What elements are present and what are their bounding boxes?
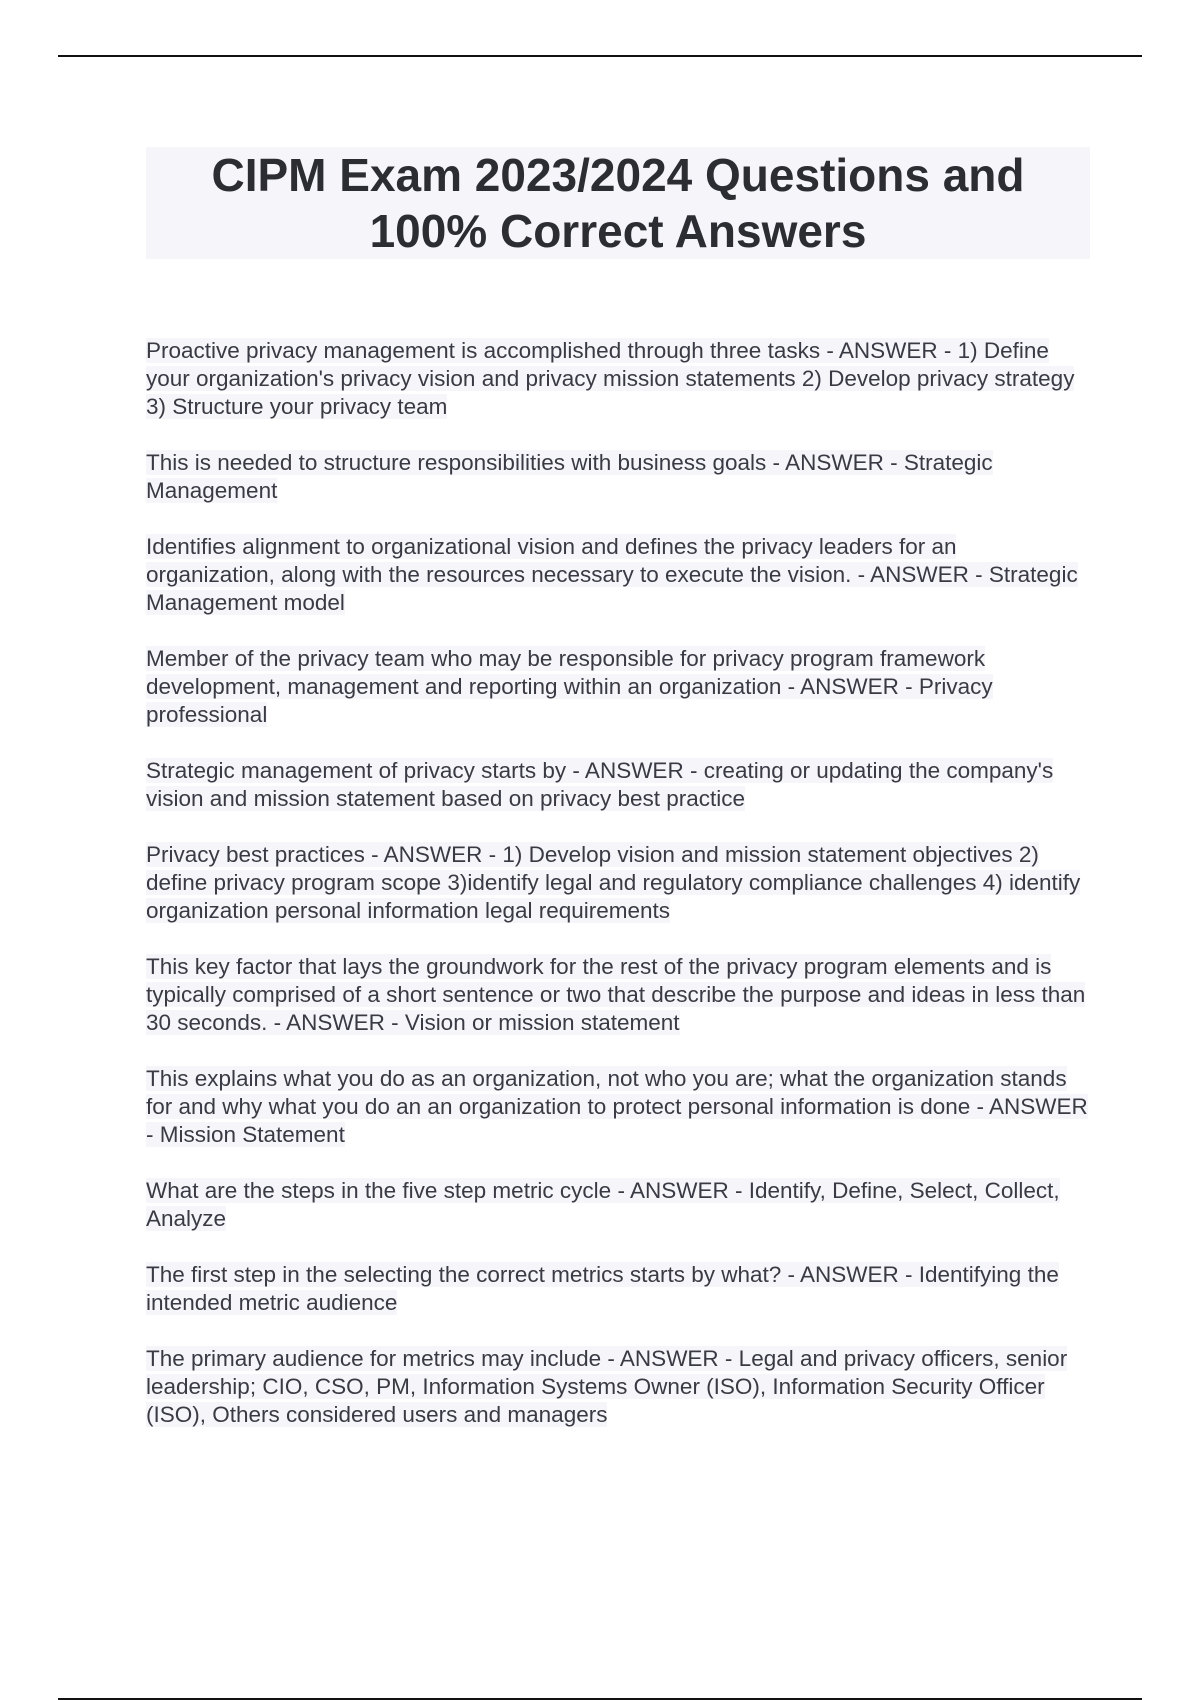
- qa-item-text: Privacy best practices - ANSWER - 1) Develop vision and mission statement objectives 2) define privacy program scope 3)identify legal and regulatory compliance challenges 4) identify organization personal information legal requirements: [146, 842, 1081, 923]
- qa-list: [146, 337, 1090, 1457]
- qa-item-text: The first step in the selecting the correct metrics starts by what? - ANSWER - Identifying the intended metric audience: [146, 1262, 1059, 1315]
- qa-item-text: Strategic management of privacy starts by - ANSWER - creating or updating the company's vision and mission statement based on privacy best practice: [146, 758, 1054, 811]
- qa-item: [146, 645, 1090, 729]
- qa-item-text: The primary audience for metrics may include - ANSWER - Legal and privacy officers, senior leadership; CIO, CSO, PM, Information Systems Owner (ISO), Information Security Officer (ISO), Others considered users and managers: [146, 1346, 1068, 1427]
- qa-item-text: Proactive privacy management is accomplished through three tasks - ANSWER - 1) Define your organization's privacy vision and privacy mission statements 2) Develop privacy strategy 3) Structure your privacy team: [146, 338, 1075, 419]
- qa-item: [146, 841, 1090, 925]
- qa-item: [146, 1345, 1090, 1429]
- qa-item: [146, 533, 1090, 617]
- qa-item: [146, 1177, 1090, 1233]
- qa-item-text: This is needed to structure responsibilities with business goals - ANSWER - Strategic Management: [146, 450, 993, 503]
- top-rule: [58, 55, 1142, 57]
- qa-item: [146, 1261, 1090, 1317]
- qa-item: [146, 757, 1090, 813]
- document-title-line-2: 100% Correct Answers: [369, 205, 867, 257]
- document-title-line-1: CIPM Exam 2023/2024 Questions and: [211, 149, 1025, 201]
- qa-item-text: What are the steps in the five step metric cycle - ANSWER - Identify, Define, Select, Collect, Analyze: [146, 1178, 1060, 1231]
- qa-item: [146, 449, 1090, 505]
- qa-item: [146, 953, 1090, 1037]
- qa-item-text: This explains what you do as an organization, not who you are; what the organization stands for and why what you do an an organization to protect personal information is done - ANSWER - Mission Statement: [146, 1066, 1088, 1147]
- qa-item-text: Identifies alignment to organizational vision and defines the privacy leaders for an organization, along with the resources necessary to execute the vision. - ANSWER - Strategic Management model: [146, 534, 1078, 615]
- qa-item-text: Member of the privacy team who may be responsible for privacy program framework development, management and reporting within an organization - ANSWER - Privacy professional: [146, 646, 993, 727]
- qa-item: [146, 337, 1090, 421]
- document-title: [146, 147, 1090, 259]
- title-block: [146, 147, 1090, 259]
- qa-item-text: This key factor that lays the groundwork for the rest of the privacy program elements and is typically comprised of a short sentence or two that describe the purpose and ideas in less than 30 seconds. - ANSWER - Vision or mission statement: [146, 954, 1086, 1035]
- qa-item: [146, 1065, 1090, 1149]
